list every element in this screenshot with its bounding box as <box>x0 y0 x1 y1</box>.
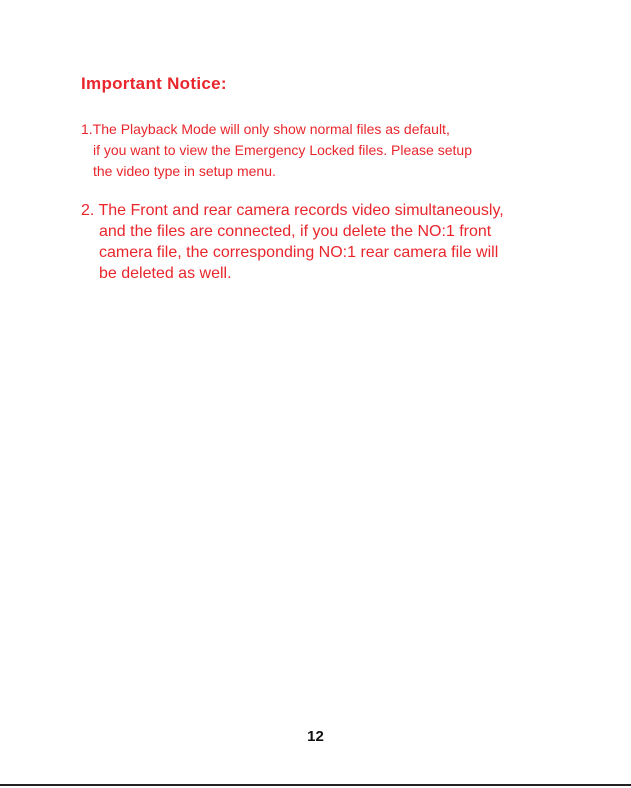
notice-item-2 <box>81 200 504 284</box>
notice-1-line-2: if you want to view the Emergency Locked files. Please setup <box>93 142 472 158</box>
notice-2-line-3: camera file, the corresponding NO:1 rear camera file will <box>99 244 499 261</box>
page-number: 12 <box>307 728 324 745</box>
notice-1-line-1: 1.The Playback Mode will only show normal files as default, <box>81 121 450 137</box>
notice-item-1 <box>81 119 472 182</box>
notice-2-line-4: be deleted as well. <box>99 265 232 282</box>
notice-1-line-3: the video type in setup menu. <box>93 163 276 179</box>
notice-2-line-2: and the files are connected, if you delete the NO:1 front <box>99 223 492 240</box>
bottom-divider <box>0 784 631 786</box>
notice-heading: Important Notice: <box>81 74 227 93</box>
notice-2-line-1: 2. The Front and rear camera records video simultaneously, <box>81 202 504 219</box>
